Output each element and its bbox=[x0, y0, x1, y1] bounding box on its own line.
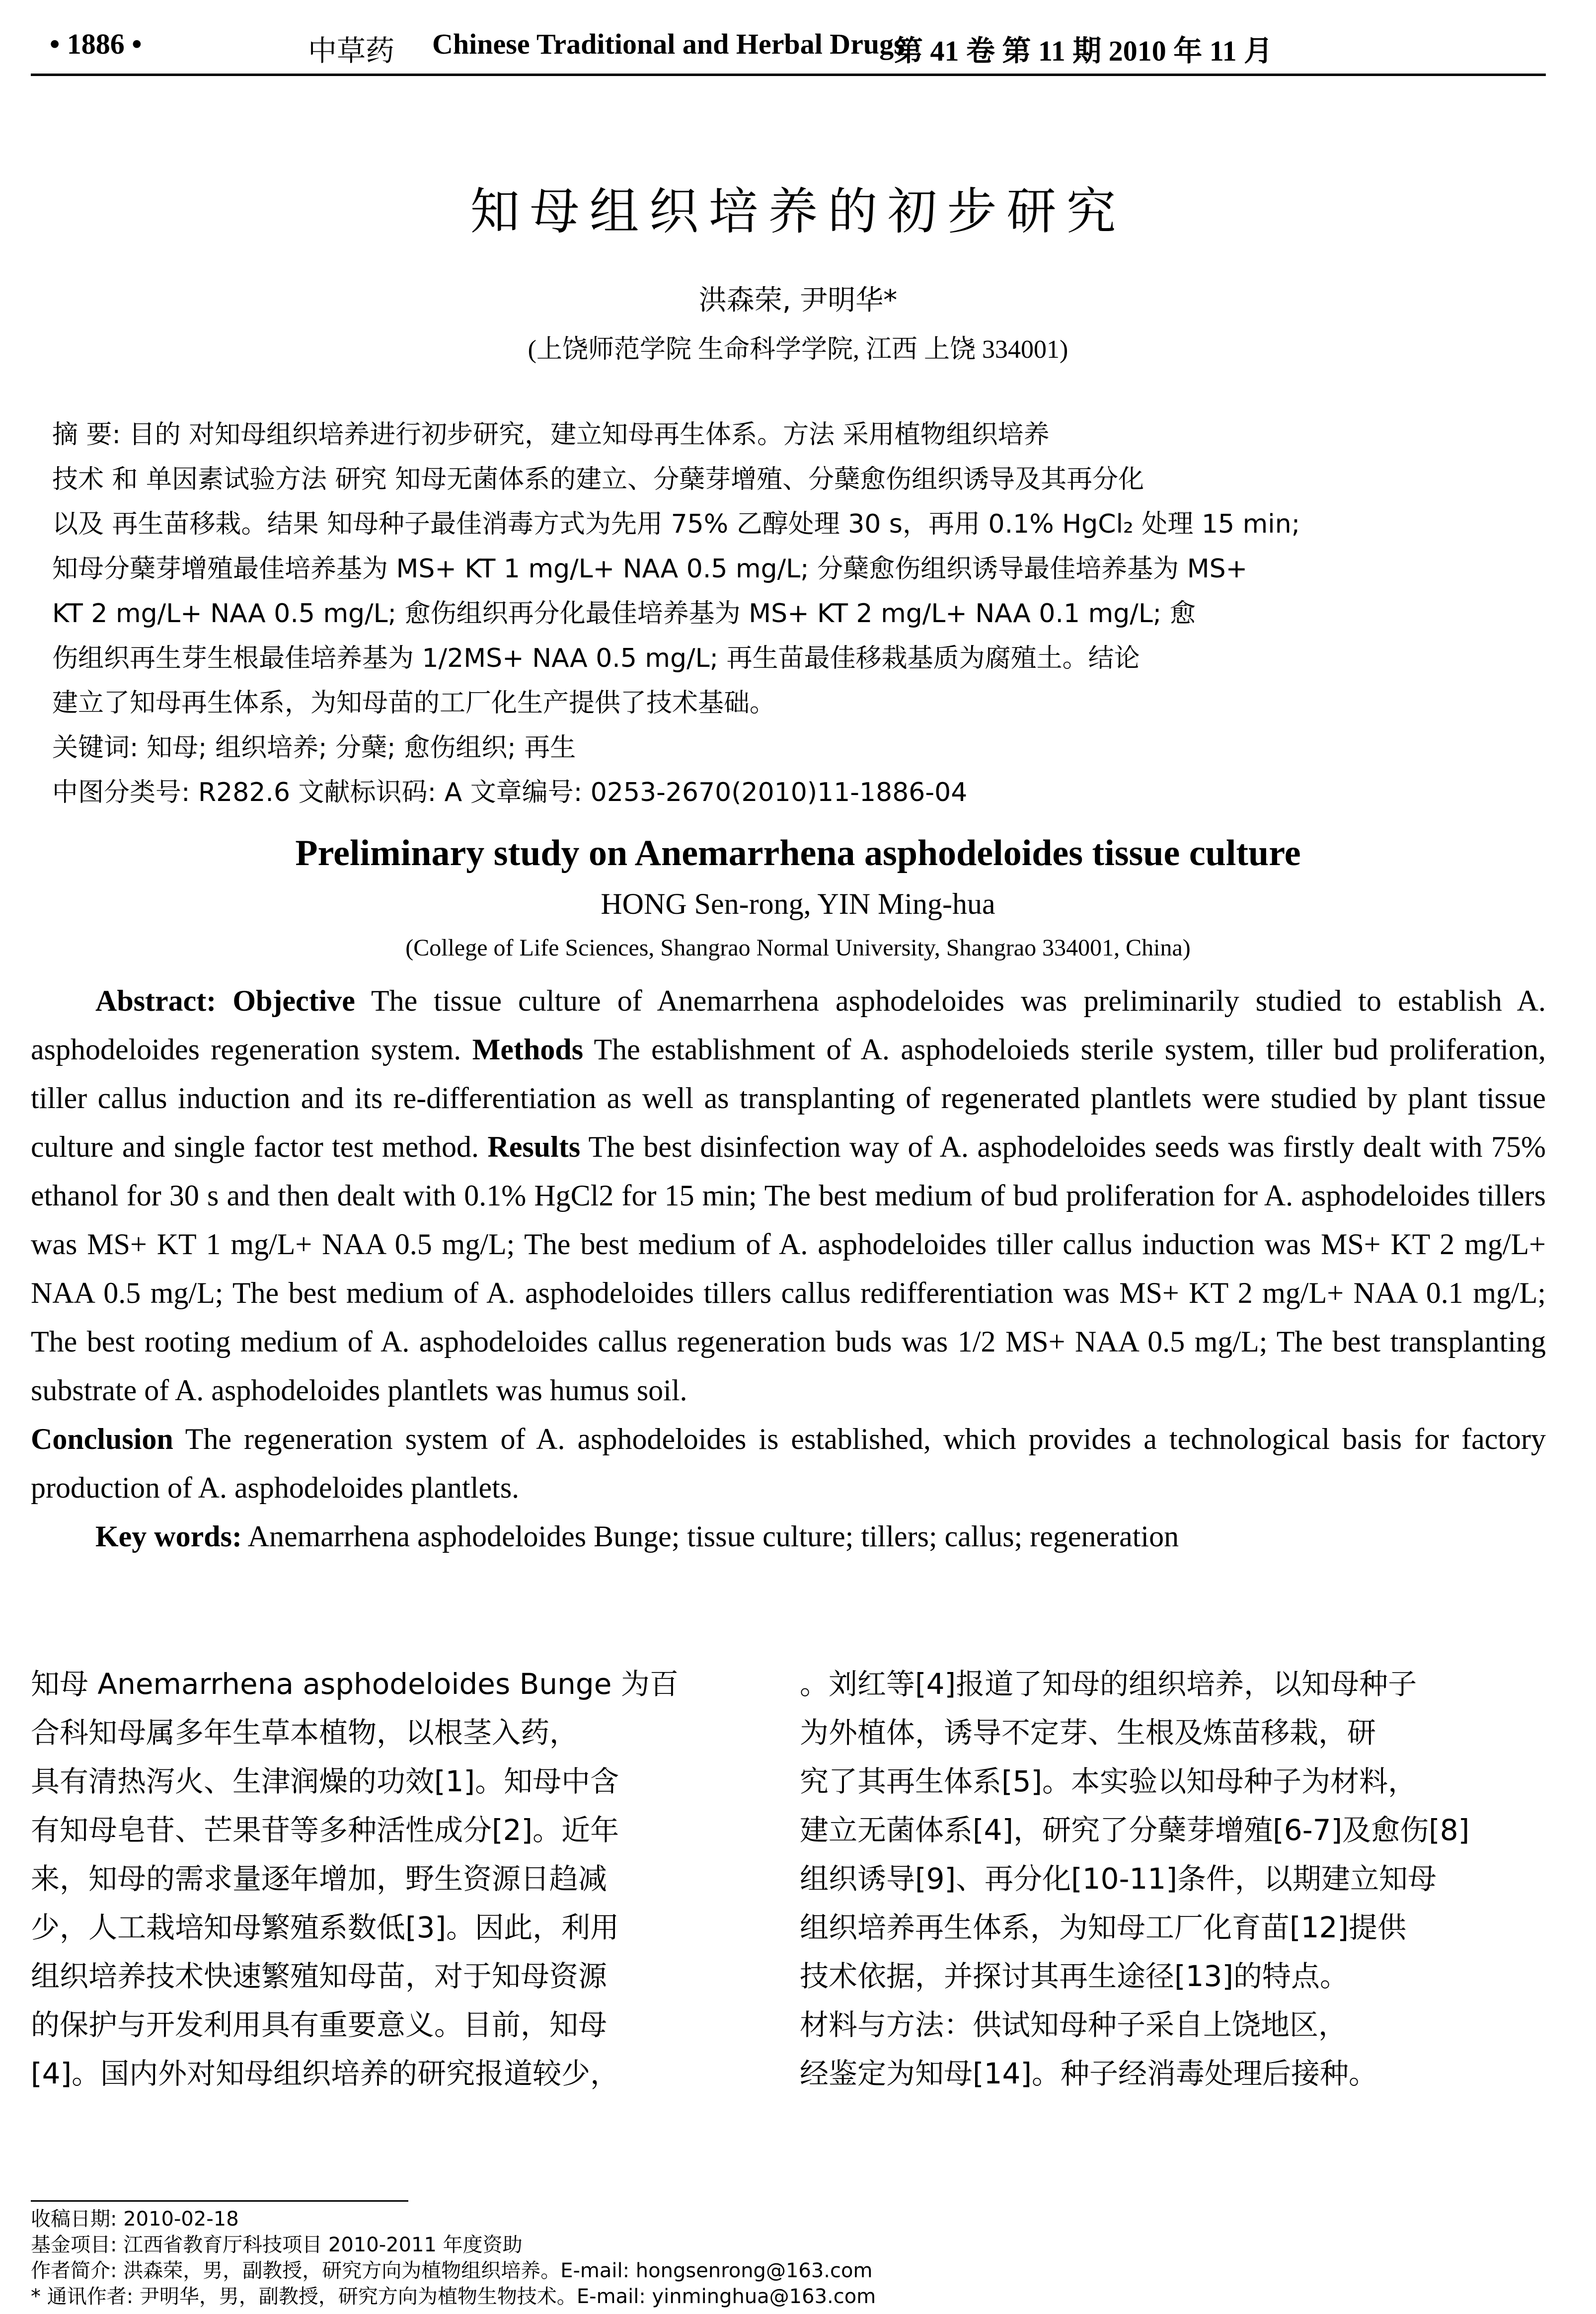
conclusion-label: Conclusion bbox=[31, 1423, 173, 1455]
body-line: 技术依据，并探讨其再生途径[13]的特点。 bbox=[800, 1959, 1349, 1993]
abstract-cn-line: 以及 再生苗移栽。结果 知母种子最佳消毒方式为先用 75% 乙醇处理 30 s，再用 0.1% HgCl₂ 处理 15 min; bbox=[52, 509, 1300, 539]
classification-line: 中图分类号: R282.6 文献标识码: A 文章编号: 0253-2670(2010)11-1886-04 bbox=[52, 778, 968, 807]
abstract-cn-line: 知母分蘖芽增殖最佳培养基为 MS+ KT 1 mg/L+ NAA 0.5 mg/L; 分蘖愈伤组织诱导最佳培养基为 MS+ bbox=[52, 554, 1248, 584]
keywords-label: Key words: bbox=[95, 1520, 242, 1553]
body-line: 。刘红等[4]报道了知母的组织培养，以知母种子 bbox=[800, 1667, 1417, 1701]
footnote-author: 作者简介: 洪森荣，男，副教授，研究方向为植物组织培养。E-mail: hongsenrong@163.com bbox=[31, 2259, 873, 2282]
issue-info: 第 41 卷 第 11 期 2010 年 11 月 bbox=[894, 35, 1273, 67]
body-line: 合科知母属多年生草本植物，以根茎入药， bbox=[31, 1716, 579, 1750]
objective-label: Objective bbox=[232, 984, 355, 1017]
keywords-text: Anemarrhena asphodeloides Bunge; tissue culture; tillers; callus; regeneration bbox=[247, 1520, 1179, 1553]
body-line: 材料与方法：供试知母种子采自上饶地区， bbox=[800, 2008, 1348, 2042]
abstract-cn-line: 伤组织再生芽生根最佳培养基为 1/2MS+ NAA 0.5 mg/L; 再生苗最佳移栽基质为腐殖土。结论 bbox=[52, 643, 1140, 673]
body-line: 经鉴定为知母[14]。种子经消毒处理后接种。 bbox=[800, 2057, 1378, 2090]
footnote-rule bbox=[31, 2200, 408, 2202]
authors-cn: 洪森荣, 尹明华* bbox=[698, 284, 898, 317]
abstract-cn-line: 技术 和 单因素试验方法 研究 知母无菌体系的建立、分蘖芽增殖、分蘖愈伤组织诱导及其再分化 bbox=[52, 465, 1144, 494]
results-label: Results bbox=[487, 1130, 581, 1163]
abstract-en bbox=[31, 976, 1546, 1561]
results-text: The best disinfection way of A. asphodeloides seeds was firstly dealt with 75% ethanol for 30 s and then dealt with 0.1% HgCl2 for 15 min; The best medium of bud proliferation for A. asphodeloides tillers was MS+ KT 1 mg/L+ NAA 0.5 mg/L; The best medium of A. asphodeloides tiller callus induction was MS+ KT 2 mg/L+ NAA 0.5 mg/L; The best medium of A. asphodeloides tillers callus redifferentiation was MS+ KT 2 mg/L+ NAA 0.1 mg/L; The best rooting medium of A. asphodeloides callus regeneration buds was 1/2 MS+ NAA 0.5 mg/L; The best transplanting substrate of A. asphodeloides plantlets was humus soil. bbox=[31, 1130, 1546, 1407]
journal-name-en: Chinese Traditional and Herbal Drugs bbox=[432, 28, 905, 60]
body-line: 少，人工栽培知母繁殖系数低[3]。因此，利用 bbox=[31, 1911, 619, 1944]
methods-label: Methods bbox=[472, 1033, 584, 1066]
body-line: 组织培养再生体系，为知母工厂化育苗[12]提供 bbox=[800, 1911, 1407, 1944]
footnotes bbox=[31, 2206, 1024, 2310]
abstract-cn-line: 建立了知母再生体系，为知母苗的工厂化生产提供了技术基础。 bbox=[52, 688, 776, 718]
body-line: 组织诱导[9]、再分化[10-11]条件，以期建立知母 bbox=[800, 1862, 1437, 1896]
body-line: [4]。国内外对知母组织培养的研究报道较少， bbox=[31, 2057, 619, 2090]
conclusion-paragraph bbox=[31, 1415, 1546, 1512]
affiliation-en: (College of Life Sciences, Shangrao Normal University, Shangrao 334001, China) bbox=[405, 935, 1191, 961]
body-column-left bbox=[31, 1660, 736, 2098]
body-column-right bbox=[800, 1660, 1505, 2098]
methods-text: The establishment of A. asphodeloieds sterile system, tiller bud proliferation, tiller callus induction and its re-differentiation as well as transplanting of regenerated plantlets were studied by plant tissue culture and single factor test method. bbox=[31, 1033, 1546, 1163]
conclusion-text: The regeneration system of A. asphodeloides is established, which provides a technological basis for factory production of A. asphodeloides plantlets. bbox=[31, 1423, 1546, 1504]
journal-name-cn: 中草药 bbox=[308, 34, 395, 68]
body-line: 来，知母的需求量逐年增加，野生资源日趋减 bbox=[31, 1862, 608, 1896]
abstract-en-body bbox=[31, 976, 1546, 1415]
article-title-en: Preliminary study on Anemarrhena asphodeloides tissue culture bbox=[295, 833, 1301, 874]
abstract-cn-line: 摘 要: 目的 对知母组织培养进行初步研究，建立知母再生体系。方法 采用植物组织培养 bbox=[52, 420, 1050, 450]
keywords-en bbox=[31, 1512, 1546, 1561]
footnote-received: 收稿日期: 2010-02-18 bbox=[31, 2208, 239, 2231]
page-number: • 1886 • bbox=[50, 28, 142, 60]
article-title-cn: 知母组织培养的初步研究 bbox=[470, 182, 1126, 240]
running-header bbox=[0, 27, 1596, 72]
body-line: 的保护与开发利用具有重要意义。目前，知母 bbox=[31, 2008, 608, 2042]
body-line: 具有清热泻火、生津润燥的功效[1]。知母中含 bbox=[31, 1764, 619, 1798]
objective-text: The tissue culture of Anemarrhena asphodeloides was preliminarily studied to establish A. asphodeloides regeneration system. bbox=[31, 984, 1546, 1066]
body-line: 有知母皂苷、芒果苷等多种活性成分[2]。近年 bbox=[31, 1813, 619, 1847]
body-line: 建立无菌体系[4]，研究了分蘖芽增殖[6-7]及愈伤[8] bbox=[800, 1813, 1470, 1847]
abstract-cn bbox=[52, 412, 1483, 815]
header-rule bbox=[31, 74, 1546, 76]
body-line: 组织培养技术快速繁殖知母苗，对于知母资源 bbox=[31, 1959, 608, 1993]
abstract-cn-line: KT 2 mg/L+ NAA 0.5 mg/L; 愈伤组织再分化最佳培养基为 MS+ KT 2 mg/L+ NAA 0.1 mg/L; 愈 bbox=[52, 599, 1196, 629]
abstract-label: Abstract: bbox=[95, 984, 217, 1017]
body-line: 为外植体，诱导不定芽、生根及炼苗移栽，研 bbox=[800, 1716, 1376, 1750]
footnote-corresponding: * 通讯作者: 尹明华，男，副教授，研究方向为植物生物技术。E-mail: yinminghua@163.com bbox=[31, 2285, 876, 2308]
authors-en: HONG Sen-rong, YIN Ming-hua bbox=[601, 887, 995, 920]
body-line: 究了其再生体系[5]。本实验以知母种子为材料， bbox=[800, 1764, 1417, 1798]
footnote-funding: 基金项目: 江西省教育厅科技项目 2010-2011 年度资助 bbox=[31, 2234, 523, 2256]
affiliation-cn: (上饶师范学院 生命科学学院, 江西 上饶 334001) bbox=[528, 335, 1068, 364]
body-line: 知母 Anemarrhena asphodeloides Bunge 为百 bbox=[31, 1667, 679, 1701]
keywords-cn: 关键词: 知母; 组织培养; 分蘖; 愈伤组织; 再生 bbox=[52, 733, 576, 763]
